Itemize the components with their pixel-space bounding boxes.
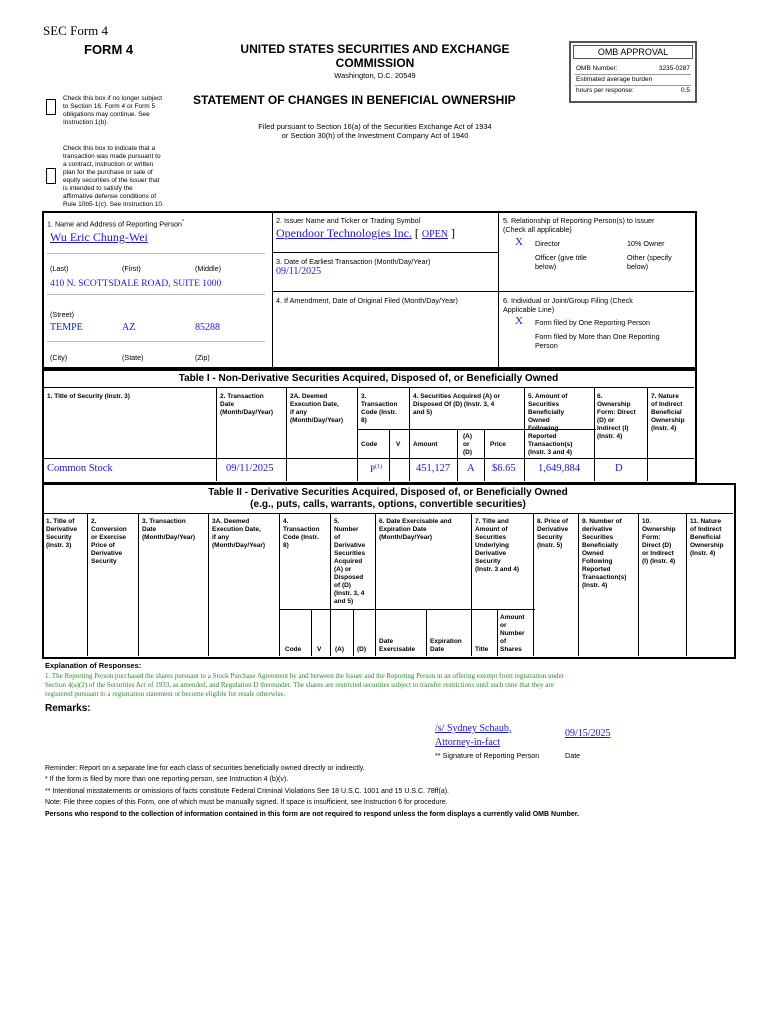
t2-sub-amount [500, 614, 525, 654]
officer-line: below) [535, 262, 557, 271]
section16-line: Instruction 1(b). [63, 119, 109, 126]
t2-c1-line: Derivative [46, 526, 78, 533]
t2-sub-code: Code [285, 646, 302, 653]
t1-col4-line: and 5) [413, 409, 433, 416]
section16-text [63, 95, 162, 127]
table2-title [42, 487, 734, 511]
officer-line: Officer (give title [535, 253, 587, 262]
rule-line: equity securities of the issuer that [63, 177, 160, 184]
t2-c4-line: Transaction [283, 526, 320, 533]
t1-col7-line: 7. Nature [651, 393, 679, 400]
ticker-link[interactable]: OPEN [421, 229, 449, 240]
t2-c8-line: Derivative [537, 526, 569, 533]
sec-form-label: SEC Form 4 [43, 23, 109, 38]
t1-col6-line: (Instr. 4) [597, 433, 623, 440]
t1-row-form: D [615, 463, 623, 474]
section16-line: to Section 16. Form 4 or Form 5 [63, 103, 156, 110]
signature-label: ** Signature of Reporting Person [435, 751, 540, 760]
reporting-person-name-link[interactable]: Wu Eric Chung-Wei [50, 230, 148, 244]
explanation-line: Section 4(a)(2) of the Securities Act of 1933, as amended, and Regulation D thereunder. The shares are restricted securities subject to transfer restrictions until such time that they are [45, 681, 554, 689]
t1-col1-header: 1. Title of Security (Instr. 3) [47, 393, 130, 400]
t2-sub-amount-line: of [500, 638, 507, 645]
t2-c3a-line: (Month/Day/Year) [212, 542, 266, 549]
t1-col2a-header [290, 393, 343, 425]
t2-c5-line: Securities [334, 550, 366, 557]
filing-label [503, 296, 633, 314]
signature-line2: Attorney-in-fact [435, 737, 500, 748]
footnote-star: * [182, 219, 184, 225]
t2-c5-line: Disposed [334, 574, 364, 581]
other-line: below) [627, 262, 649, 271]
agency-location: Washington, D.C. 20549 [334, 71, 416, 80]
explanation-line: registered pursuant to a registration statement or become eligible for resale otherwise. [45, 690, 286, 698]
t2-c3-line: (Month/Day/Year) [142, 534, 196, 541]
other-line: Other (specify [627, 253, 672, 262]
relationship-label-line1: 5. Relationship of Reporting Person(s) to Issuer [503, 216, 655, 225]
earliest-date-label: 3. Date of Earliest Transaction (Month/Day/Year) [276, 257, 431, 266]
t2-c9-line: (Instr. 4) [582, 582, 608, 589]
omb-title: OMB APPROVAL [573, 45, 693, 59]
t1-col6-line: Indirect (I) [597, 425, 629, 432]
t2-c10-header [642, 518, 676, 566]
t1-sub-price: Price [490, 441, 506, 448]
t1-col5-line: Transaction(s) [528, 441, 573, 448]
agency-line1: UNITED STATES SECURITIES AND EXCHANGE [240, 42, 510, 56]
t1-col5-line: Following [528, 425, 559, 432]
other-label [627, 253, 672, 271]
t1-sub-amount: Amount [413, 441, 438, 448]
t1-col2-line: Date [220, 401, 235, 408]
t1-row-ad: A [467, 463, 475, 474]
t2-c1-line: (Instr. 3) [46, 542, 72, 549]
t1-col5-line: Reported [528, 433, 557, 440]
t1-col5-header [528, 393, 572, 457]
t1-sub-ad-line: (D) [463, 449, 473, 456]
t2-c1-line: 1. Title of [46, 518, 75, 525]
t1-col5-line: (Instr. 3 and 4) [528, 449, 573, 456]
t2-c2-line: Derivative [91, 550, 123, 557]
agency-title [210, 42, 540, 70]
t1-sub-v: V [396, 441, 401, 448]
t1-col2a-line: Execution Date, [290, 401, 339, 408]
t2-c2-line: Security [91, 558, 117, 565]
omb-burden-value: 0.5 [680, 87, 690, 94]
issuer-name-row [276, 226, 455, 241]
t1-col2a-line: (Month/Day/Year) [290, 417, 344, 424]
t1-col2-header [220, 393, 273, 417]
form-title: FORM 4 [84, 42, 134, 57]
t1-col5-line: 5. Amount of [528, 393, 568, 400]
city-label: (City) [50, 353, 68, 362]
t1-col6-line: (D) or [597, 417, 615, 424]
t2-c7-line: Underlying [475, 542, 509, 549]
t2-c7-line: Security [475, 558, 501, 565]
t2-c10-line: (I) (Instr. 4) [642, 558, 676, 565]
footer-note: Note: File three copies of this Form, one of which must be manually signed. If space is insufficient, see Instruction 6 for procedure. [45, 799, 448, 807]
filing-label-line1: 6. Individual or Joint/Group Filing (Check [503, 296, 633, 305]
t2-c7-line: Amount of [475, 526, 508, 533]
t2-c1-line: Security [46, 534, 72, 541]
t2-c11-line: Beneficial [690, 534, 721, 541]
t2-c5-line: Number [334, 526, 359, 533]
signature-line1: /s/ Sydney Schaub, [435, 723, 512, 734]
t2-sub-de-line: Exercisable [379, 646, 416, 653]
t2-c3-line: Date [142, 526, 157, 533]
t1-sub-code: Code [361, 441, 378, 448]
zip-label: (Zip) [195, 353, 210, 362]
t2-c5-line: of [334, 534, 341, 541]
street-label: (Street) [50, 310, 74, 319]
director-label: Director [535, 239, 561, 248]
t1-row-code-footnote[interactable]: (1) [375, 464, 383, 470]
t1-row-amount: 451,127 [416, 463, 451, 474]
omb-number-label: OMB Number: [576, 65, 618, 72]
more-line: Form filed by More than One Reporting [535, 332, 660, 341]
t2-sub-v: V [317, 646, 322, 653]
t1-col4-line: 4. Securities Acquired (A) or [413, 393, 501, 400]
t1-col7-line: Ownership [651, 417, 685, 424]
t2-c5-line: Derivative [334, 542, 366, 549]
rule10b5-checkbox[interactable] [46, 168, 56, 184]
t2-c2-line: or Exercise [91, 534, 127, 541]
t2-c11-line: 11. Nature [690, 518, 722, 525]
t2-c2-line: Conversion [91, 526, 127, 533]
rule-line: a contract, instruction or written [63, 161, 154, 168]
t2-c9-line: Transaction(s) [582, 574, 627, 581]
t2-c5-line: Acquired [334, 558, 363, 565]
t2-c3-header [142, 518, 195, 542]
t1-col5-line: Owned [528, 417, 550, 424]
relationship-label-line2: (Check all applicable) [503, 225, 572, 234]
agency-line2: COMMISSION [335, 56, 415, 70]
explanation-label: Explanation of Responses: [45, 661, 142, 670]
t1-col4-line: Disposed Of (D) (Instr. 3, 4 [413, 401, 495, 408]
filed-line2: or Section 30(h) of the Investment Company Act of 1940 [281, 131, 469, 140]
t1-row-date: 09/11/2025 [226, 463, 274, 474]
amendment-label: 4. If Amendment, Date of Original Filed (Month/Day/Year) [276, 296, 458, 305]
t2-c9-line: derivative [582, 526, 613, 533]
explanation-line: 1. The Reporting Person purchased the shares pursuant to a Stock Purchase Agreement by and between the Issuer and the Reporting Person in an offering exempt from registration under [45, 672, 564, 680]
t2-c5-line: 5. [334, 518, 340, 525]
omb-number-value: 3235-0287 [658, 65, 690, 72]
t1-sub-ad [463, 433, 472, 457]
footer-note: * If the form is filed by more than one reporting person, see Instruction 4 (b)(v). [45, 776, 289, 784]
rule-line: Check this box to indicate that a [63, 145, 156, 152]
one-person-label: Form filed by One Reporting Person [535, 318, 651, 327]
rule-line: transaction was made pursuant to [63, 153, 161, 160]
t2-c7-line: Derivative [475, 550, 507, 557]
director-check[interactable]: X [515, 236, 523, 248]
t1-col6-header [597, 393, 636, 441]
t2-c6-line: Expiration Date [379, 526, 427, 533]
t2-sub-amount-line: or [500, 622, 507, 629]
t2-c9-header [582, 518, 626, 590]
t2-sub-de-line: Date [379, 638, 394, 645]
t1-col7-line: Beneficial [651, 409, 682, 416]
last-label: (Last) [50, 264, 69, 273]
t2-c6-header [379, 518, 452, 542]
more-persons-label [535, 332, 660, 350]
t2-c11-line: (Instr. 4) [690, 550, 716, 557]
explanation-text [45, 672, 735, 699]
t2-c11-header [690, 518, 724, 558]
t2-sub-exp-line: Expiration [430, 638, 462, 645]
t2-c8-line: Security [537, 534, 563, 541]
t2-sub-title: Title [475, 646, 489, 653]
t2-c9-line: Following [582, 558, 613, 565]
t1-col2-line: 2. Transaction [220, 393, 264, 400]
section16-checkbox[interactable] [46, 99, 56, 115]
t2-c7-line: Securities [475, 534, 507, 541]
t2-c9-line: Beneficially [582, 542, 619, 549]
t2-c5-line: (Instr. 3, 4 [334, 590, 365, 597]
t2-sub-date-exercisable [379, 638, 415, 654]
t2-c5-line: (A) or [334, 566, 352, 573]
t1-row-price: $6.65 [492, 463, 516, 474]
t2-c8-header [537, 518, 568, 550]
t2-c5-header [334, 518, 365, 606]
street-value: 410 N. SCOTTSDALE ROAD, SUITE 1000 [50, 279, 222, 289]
footer-reminder: Reminder: Report on a separate line for each class of securities beneficially owned directly or indirectly. [45, 765, 365, 772]
t2-c10-line: Form: [642, 534, 661, 541]
reporting-person-label [47, 218, 184, 228]
t2-c3a-header [212, 518, 265, 550]
footer-note: ** Intentional misstatements or omissions of facts constitute Federal Criminal Violations See 18 U.S.C. 1001 and 15 U.S.C. 78ff(a). [45, 787, 449, 795]
one-person-check[interactable]: X [515, 315, 523, 327]
remarks-label: Remarks: [45, 703, 91, 714]
rule-line: plan for the purchase or sale of [63, 169, 153, 176]
t2-c4-line: 4. [283, 518, 289, 525]
t2-c4-header [283, 518, 319, 550]
t2-c5-line: of (D) [334, 582, 351, 589]
state-value: AZ [122, 322, 136, 333]
t2-c10-line: Ownership [642, 526, 676, 533]
t2-c3-line: 3. Transaction [142, 518, 186, 525]
t1-col3-header [361, 393, 397, 425]
t2-c2-header [91, 518, 127, 566]
t2-c7-line: (Instr. 3 and 4) [475, 566, 520, 573]
t1-col3-line: 8) [361, 417, 367, 424]
t2-c10-line: or Indirect [642, 550, 674, 557]
ticker-bracket: [ [414, 226, 419, 240]
state-label: (State) [122, 353, 144, 362]
t2-c9-line: 9. Number of [582, 518, 622, 525]
t2-c10-line: 10. [642, 518, 652, 525]
table1-title: Table I - Non-Derivative Securities Acquired, Disposed of, or Beneficially Owned [178, 373, 559, 384]
t1-col7-line: (Instr. 4) [651, 425, 677, 432]
t2-c8-line: 8. Price of [537, 518, 569, 525]
t1-col6-line: 6. [597, 393, 603, 400]
statement-title: STATEMENT OF CHANGES IN BENEFICIAL OWNERSHIP [193, 93, 516, 107]
t2-sub-d: (D) [357, 646, 367, 653]
t2-sub-expiration [430, 638, 462, 654]
rule-line: Rule 10b5-1(c). See Instruction 10. [63, 201, 164, 208]
issuer-name-link[interactable]: Opendoor Technologies Inc. [276, 226, 412, 240]
t2-c3a-line: 3A. Deemed [212, 518, 250, 525]
footer-notes [45, 763, 579, 820]
reporting-person-label-text: 1. Name and Address of Reporting Person [47, 219, 183, 229]
t2-c7-header [475, 518, 519, 574]
rule-line: is intended to satisfy the [63, 185, 133, 192]
t1-col2-line: (Month/Day/Year) [220, 409, 274, 416]
section16-line: obligations may continue. See [63, 111, 150, 118]
t1-col7-header [651, 393, 685, 433]
middle-label: (Middle) [195, 264, 221, 273]
t2-sub-amount-line: Amount [500, 614, 525, 621]
t1-row-owned: 1,649,884 [538, 463, 580, 474]
t1-col3-line: 3. [361, 393, 367, 400]
filed-pursuant [200, 122, 550, 140]
t2-sub-amount-line: Number [500, 630, 525, 637]
t1-sub-ad-line: (A) [463, 433, 473, 440]
omb-burden-label2: hours per response: [576, 87, 634, 94]
filed-line1: Filed pursuant to Section 16(a) of the Securities Exchange Act of 1934 [258, 122, 492, 131]
t1-col6-line: Form: Direct [597, 409, 636, 416]
t1-row-code-value: P [370, 464, 376, 474]
table2-title-line1: Table II - Derivative Securities Acquired, Disposed of, or Beneficially Owned [208, 487, 568, 498]
t2-c2-line: 2. [91, 518, 97, 525]
issuer-label: 2. Issuer Name and Ticker or Trading Symbol [276, 216, 421, 225]
first-label: (First) [122, 264, 141, 273]
zip-value: 85288 [195, 322, 220, 333]
t1-col2a-line: if any [290, 409, 307, 416]
officer-label [535, 253, 587, 271]
section16-line: Check this box if no longer subject [63, 95, 162, 102]
table2-title-line2: (e.g., puts, calls, warrants, options, convertible securities) [250, 499, 526, 510]
t2-c11-line: Ownership [690, 542, 724, 549]
t2-c3a-line: Execution Date, [212, 526, 261, 533]
ten-pct-owner-label: 10% Owner [627, 239, 665, 248]
t2-c3a-line: if any [212, 534, 229, 541]
t2-c2-line: Price of [91, 542, 115, 549]
omb-approval-box [569, 41, 697, 103]
t2-sub-exp-line: Date [430, 646, 445, 653]
t2-c9-line: Securities [582, 534, 614, 541]
t2-sub-amount-line: Shares [500, 646, 522, 653]
footer-omb-notice: Persons who respond to the collection of information contained in this form are not required to respond unless the form displays a currently valid OMB Number. [45, 810, 580, 818]
t1-col6-line: Ownership [597, 401, 631, 408]
t2-c6-line: 6. Date Exercisable and [379, 518, 452, 525]
t1-sub-ad-line: or [463, 441, 470, 448]
earliest-date-value: 09/11/2025 [276, 266, 322, 277]
signature [435, 722, 511, 750]
t1-col5-line: Beneficially [528, 409, 565, 416]
t1-col2a-line: 2A. Deemed [290, 393, 328, 400]
t2-c5-line: and 5) [334, 598, 354, 605]
t2-c9-line: Reported [582, 566, 611, 573]
t2-c10-line: Direct (D) [642, 542, 672, 549]
filing-label-line2: Applicable Line) [503, 305, 555, 314]
t2-c4-line: 8) [283, 542, 289, 549]
rule-line: affirmative defense conditions of [63, 193, 157, 200]
t2-c8-line: (Instr. 5) [537, 542, 563, 549]
t1-row-code [370, 464, 382, 474]
t1-col3-line: Code (Instr. [361, 409, 397, 416]
ticker-bracket: ] [451, 226, 456, 240]
t1-col3-line: Transaction [361, 401, 398, 408]
signature-date: 09/15/2025 [565, 728, 611, 739]
relationship-label [503, 216, 654, 234]
t1-row-title: Common Stock [47, 463, 113, 474]
t2-sub-a: (A) [335, 646, 345, 653]
t2-c4-line: Code (Instr. [283, 534, 319, 541]
city-value: TEMPE [50, 322, 83, 333]
t2-c9-line: Owned [582, 550, 604, 557]
t1-col7-line: of Indirect [651, 401, 683, 408]
t2-c11-line: of Indirect [690, 526, 722, 533]
t1-col5-line: Securities [528, 401, 560, 408]
t2-c7-line: 7. Title and [475, 518, 509, 525]
t2-c6-line: (Month/Day/Year) [379, 534, 433, 541]
date-label: Date [565, 751, 581, 760]
more-line: Person [535, 341, 558, 350]
t2-c1-header [46, 518, 77, 550]
omb-burden-label1: Estimated average burden [576, 76, 653, 83]
rule10b5-text [63, 145, 164, 209]
t1-col4-header [413, 393, 500, 417]
